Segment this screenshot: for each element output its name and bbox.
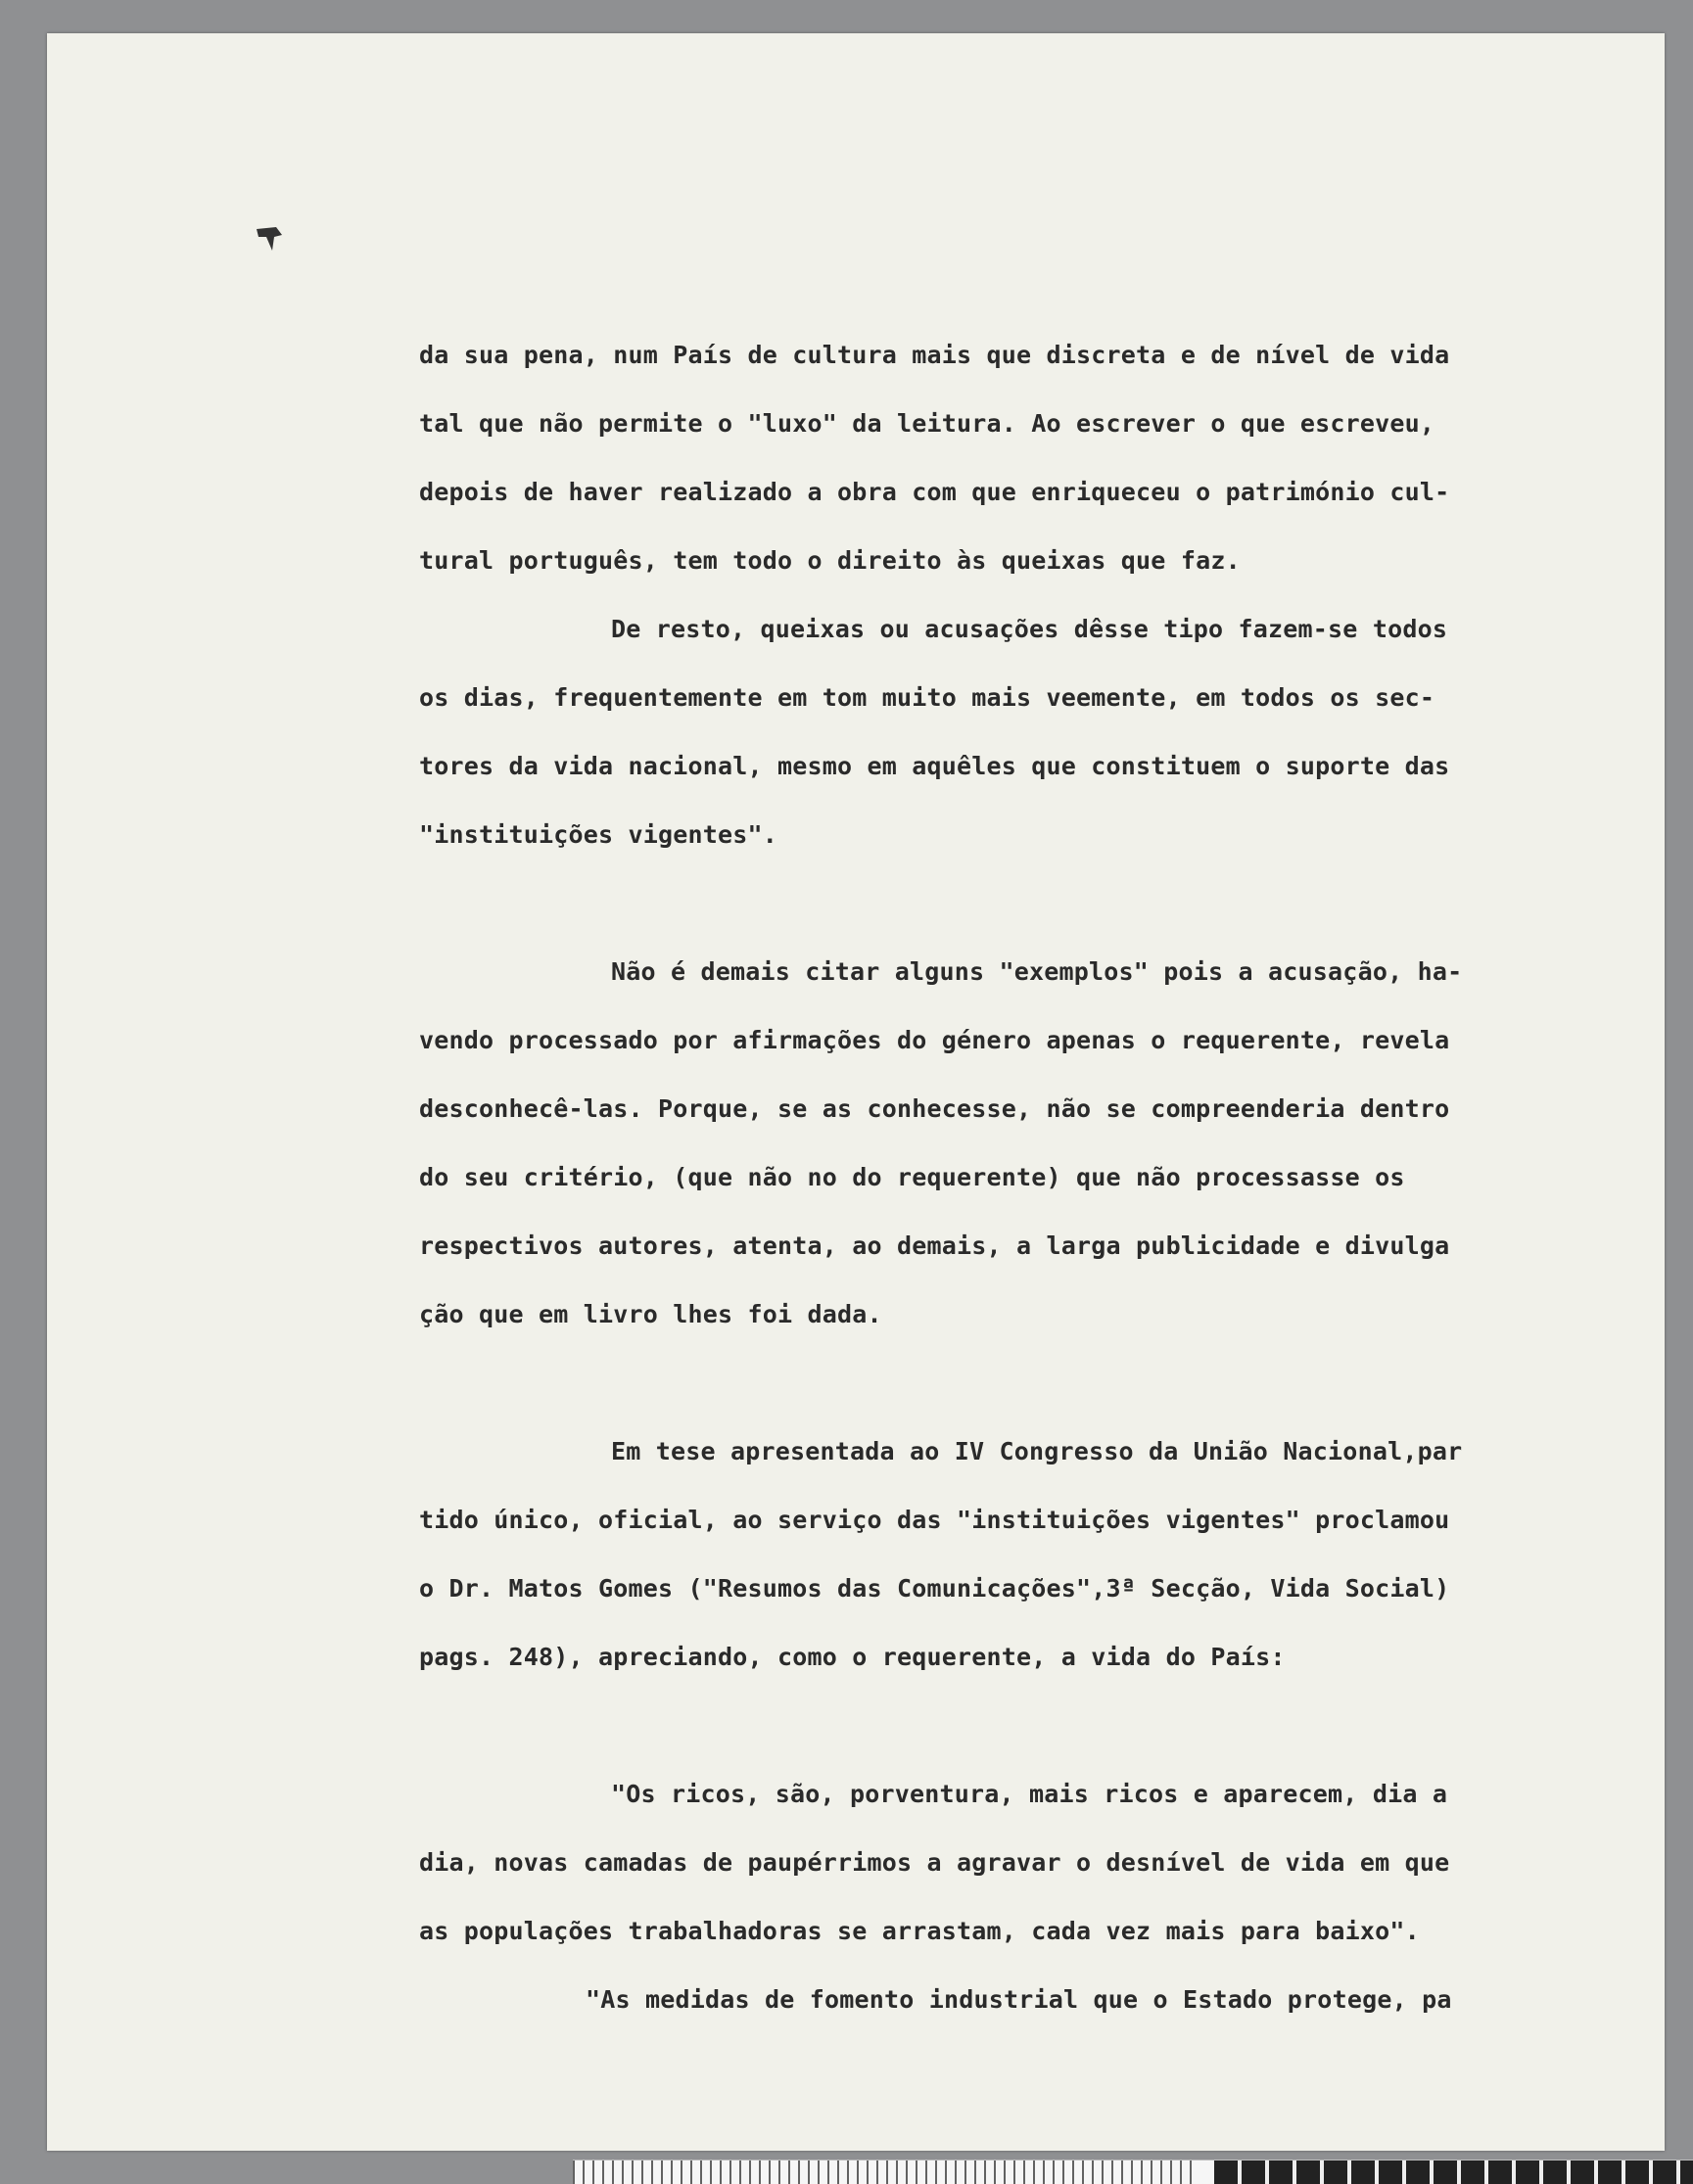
document-page (47, 33, 1665, 2151)
scan-scale-bar (573, 2160, 1693, 2184)
text-line: da sua pena, num País de cultura mais que discreta e de nível de vida (419, 341, 1450, 369)
text-line: respectivos autores, atenta, ao demais, a larga publicidade e divulga (419, 1231, 1450, 1260)
text-line: depois de haver realizado a obra com que enriqueceu o património cul- (419, 478, 1450, 506)
scale-ticks (573, 2161, 1199, 2184)
text-line: o Dr. Matos Gomes ("Resumos das Comunicações",3ª Secção, Vida Social) (419, 1574, 1450, 1603)
text-line: tural português, tem todo o direito às queixas que faz. (419, 546, 1241, 575)
text-line: as populações trabalhadoras se arrastam, cada vez mais para baixo". (419, 1917, 1420, 1945)
scale-blocks (1214, 2161, 1693, 2184)
text-line: tal que não permite o "luxo" da leitura. Ao escrever o que escreveu, (419, 409, 1435, 438)
text-line: "Os ricos, são, porventura, mais ricos e aparecem, dia a (611, 1780, 1448, 1808)
ink-mark-icon (255, 225, 284, 253)
text-line: ção que em livro lhes foi dada. (419, 1300, 882, 1328)
text-line: dia, novas camadas de paupérrimos a agravar o desnível de vida em que (419, 1848, 1450, 1877)
text-line: tido único, oficial, ao serviço das "instituições vigentes" proclamou (419, 1506, 1450, 1534)
text-line: desconhecê-las. Porque, se as conhecesse, não se compreenderia dentro (419, 1094, 1450, 1123)
text-line: Em tese apresentada ao IV Congresso da União Nacional,par (611, 1437, 1463, 1465)
text-line: tores da vida nacional, mesmo em aquêles que constituem o suporte das (419, 752, 1450, 780)
text-line: "instituições vigentes". (419, 820, 778, 849)
text-line: "As medidas de fomento industrial que o Estado protege, pa (586, 1985, 1452, 2014)
text-line: os dias, frequentemente em tom muito mais veemente, em todos os sec- (419, 683, 1435, 712)
text-line: Não é demais citar alguns "exemplos" pois a acusação, ha- (611, 957, 1463, 986)
text-line: vendo processado por afirmações do género apenas o requerente, revela (419, 1026, 1450, 1054)
text-line: pags. 248), apreciando, como o requerente, a vida do País: (419, 1643, 1286, 1671)
text-line: De resto, queixas ou acusações dêsse tipo fazem-se todos (611, 615, 1448, 643)
text-line: do seu critério, (que não no do requerente) que não processasse os (419, 1163, 1405, 1191)
